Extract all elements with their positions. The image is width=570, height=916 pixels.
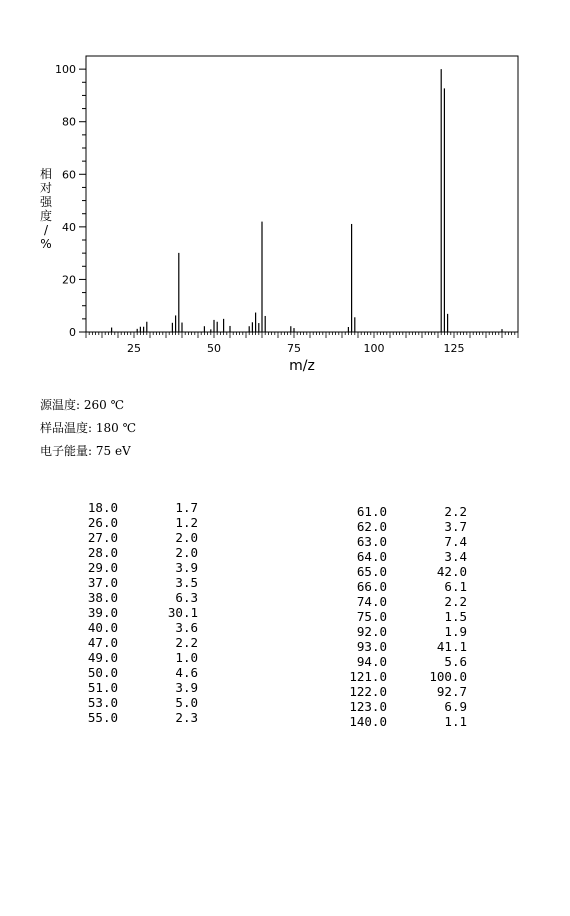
table-row: [58, 605, 198, 620]
table-row: [327, 564, 467, 579]
y-tick-label: 40: [62, 220, 76, 234]
table-row: [327, 699, 467, 714]
y-axis-label-char: %: [40, 237, 52, 251]
table-row: [327, 504, 467, 519]
table-row: [327, 639, 467, 654]
intensity-value: 100.0: [429, 669, 467, 684]
mz-value: 26.0: [87, 515, 118, 530]
intensity-value: 2.3: [175, 710, 198, 725]
table-row: [58, 500, 198, 515]
intensity-value: 92.7: [436, 684, 467, 699]
mz-value: 37.0: [87, 575, 118, 590]
plot-frame: [86, 56, 518, 332]
intensity-value: 5.6: [444, 654, 467, 669]
table-row: [58, 695, 198, 710]
intensity-value: 3.5: [175, 575, 198, 590]
mz-value: 50.0: [87, 665, 118, 680]
electron-energy: 电子能量: 75 eV: [40, 444, 131, 458]
mz-value: 47.0: [87, 635, 118, 650]
table-row: [327, 609, 467, 624]
intensity-value: 41.1: [436, 639, 467, 654]
intensity-value: 3.7: [444, 519, 467, 534]
mz-value: 28.0: [87, 545, 118, 560]
mz-value: 55.0: [87, 710, 118, 725]
x-tick-label: 50: [207, 342, 221, 355]
intensity-value: 1.0: [175, 650, 198, 665]
x-tick-label: 75: [287, 342, 301, 355]
mz-value: 39.0: [87, 605, 118, 620]
mass-spectrum-chart: [0, 0, 570, 390]
intensity-value: 30.1: [167, 605, 198, 620]
y-tick-label: 100: [55, 63, 76, 77]
y-axis-label-char: 强: [39, 195, 53, 209]
table-row: [327, 624, 467, 639]
mz-value: 140.0: [349, 714, 387, 729]
mz-value: 122.0: [349, 684, 387, 699]
table-row: [58, 710, 198, 725]
intensity-value: 1.5: [444, 609, 467, 624]
x-axis: [86, 332, 518, 355]
table-row: [327, 594, 467, 609]
mz-value: 75.0: [356, 609, 387, 624]
mz-value: 53.0: [87, 695, 118, 710]
table-row: [327, 714, 467, 729]
intensity-value: 4.6: [175, 665, 198, 680]
x-axis-label: m/z: [289, 358, 315, 374]
mz-value: 18.0: [87, 500, 118, 515]
y-axis: [55, 63, 86, 339]
table-row: [58, 665, 198, 680]
y-tick-label: 80: [62, 115, 76, 129]
intensity-value: 6.3: [175, 590, 198, 605]
intensity-value: 1.2: [175, 515, 198, 530]
x-tick-label: 25: [127, 342, 141, 355]
mz-value: 49.0: [87, 650, 118, 665]
mz-value: 92.0: [356, 624, 387, 639]
mz-value: 94.0: [356, 654, 387, 669]
intensity-value: 42.0: [436, 564, 467, 579]
table-row: [327, 669, 467, 684]
table-row: [58, 635, 198, 650]
y-axis-label-char: 相: [39, 167, 53, 181]
table-row: [327, 579, 467, 594]
intensity-value: 2.2: [444, 504, 467, 519]
intensity-value: 2.2: [444, 594, 467, 609]
mz-value: 65.0: [356, 564, 387, 579]
mz-value: 51.0: [87, 680, 118, 695]
intensity-value: 3.9: [175, 680, 198, 695]
intensity-value: 7.4: [444, 534, 467, 549]
intensity-value: 3.6: [175, 620, 198, 635]
mz-value: 27.0: [87, 530, 118, 545]
intensity-value: 2.0: [175, 545, 198, 560]
intensity-value: 2.0: [175, 530, 198, 545]
mz-value: 121.0: [349, 669, 387, 684]
intensity-value: 3.9: [175, 560, 198, 575]
sample-temperature: 样品温度: 180 ℃: [40, 421, 137, 435]
intensity-value: 1.1: [444, 714, 467, 729]
table-row: [58, 530, 198, 545]
table-row: [58, 650, 198, 665]
mz-value: 66.0: [356, 579, 387, 594]
mz-value: 63.0: [356, 534, 387, 549]
table-row: [327, 684, 467, 699]
table-row: [327, 534, 467, 549]
table-row: [327, 654, 467, 669]
mz-value: 74.0: [356, 594, 387, 609]
mz-value: 62.0: [356, 519, 387, 534]
y-tick-label: 20: [62, 273, 76, 287]
x-tick-label: 100: [363, 342, 385, 355]
table-row: [58, 515, 198, 530]
table-row: [327, 549, 467, 564]
table-row: [327, 519, 467, 534]
table-row: [58, 590, 198, 605]
peaks: [112, 69, 502, 332]
intensity-value: 6.9: [444, 699, 467, 714]
y-axis-label-char: 对: [39, 181, 53, 195]
table-row: [58, 560, 198, 575]
table-row: [58, 620, 198, 635]
mz-value: 123.0: [349, 699, 387, 714]
peak-table-left: [58, 500, 198, 725]
mz-value: 61.0: [356, 504, 387, 519]
intensity-value: 2.2: [175, 635, 198, 650]
mz-value: 38.0: [87, 590, 118, 605]
intensity-value: 5.0: [175, 695, 198, 710]
mz-value: 29.0: [87, 560, 118, 575]
intensity-value: 1.7: [175, 500, 198, 515]
y-axis-label-char: /: [43, 223, 49, 237]
intensity-value: 3.4: [444, 549, 467, 564]
y-axis-label-char: 度: [39, 209, 53, 223]
source-temperature: 源温度: 260 ℃: [40, 398, 125, 412]
table-row: [58, 680, 198, 695]
y-axis-label: [40, 166, 53, 251]
y-tick-label: 0: [69, 326, 76, 339]
peak-table-right: [327, 504, 467, 729]
table-row: [58, 545, 198, 560]
table-row: [58, 575, 198, 590]
intensity-value: 6.1: [444, 579, 467, 594]
intensity-value: 1.9: [444, 624, 467, 639]
mz-value: 93.0: [356, 639, 387, 654]
x-tick-label: 125: [443, 342, 465, 355]
mz-value: 64.0: [356, 549, 387, 564]
mz-value: 40.0: [87, 620, 118, 635]
y-tick-label: 60: [62, 168, 76, 182]
